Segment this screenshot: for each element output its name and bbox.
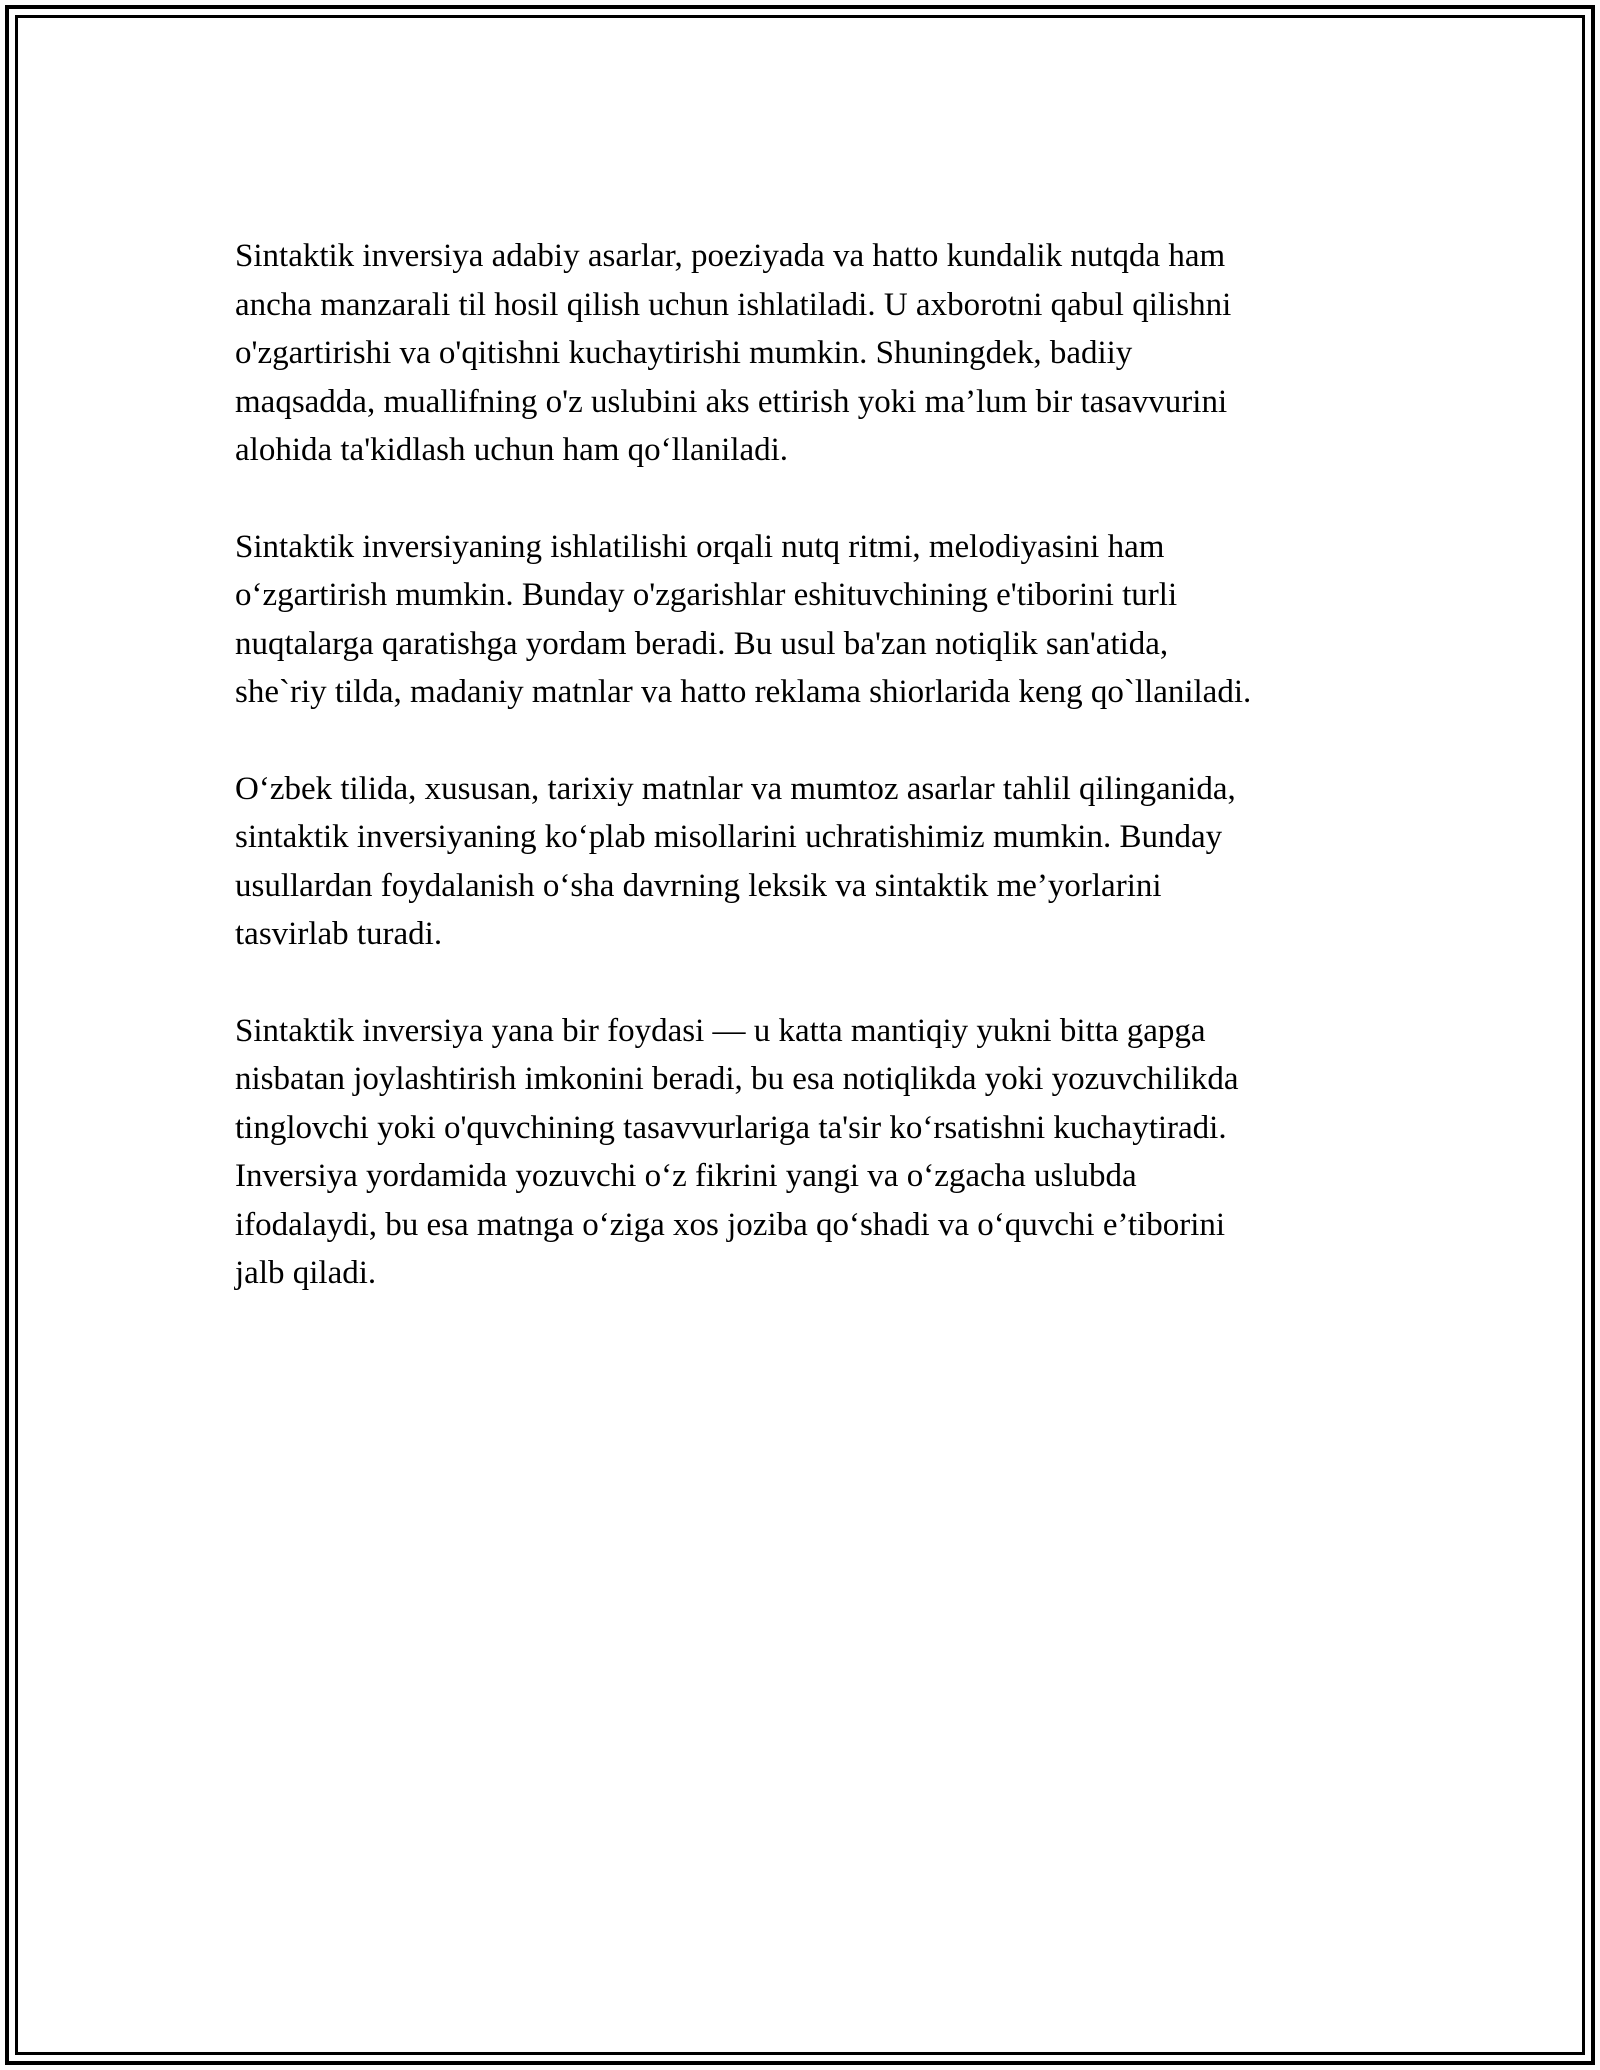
paragraph-2: [235, 523, 1385, 717]
paragraph-line: nisbatan joylashtirish imkonini beradi, bu esa notiqlikda yoki yozuvchilikda: [235, 1061, 1239, 1097]
paragraph-line: tasvirlab turadi.: [235, 916, 443, 952]
paragraph-line: O‘zbek tilida, xususan, tarixiy matnlar va mumtoz asarlar tahlil qilinganida,: [235, 770, 1236, 807]
paragraph-line: nuqtalarga qaratishga yordam beradi. Bu usul ba'zan notiqlik san'atida,: [235, 625, 1169, 662]
paragraph-line: Sintaktik inversiya yana bir foydasi — u katta mantiqiy yukni bitta gapga: [235, 1012, 1206, 1049]
document-body: [235, 232, 1385, 1346]
paragraph-line: tinglovchi yoki o'quvchining tasavvurlariga ta'sir ko‘rsatishni kuchaytiradi.: [235, 1109, 1227, 1146]
paragraph-line: maqsadda, muallifning o'z uslubini aks ettirish yoki ma’lum bir tasavvurini: [235, 383, 1228, 420]
paragraph-line: jalb qiladi.: [235, 1255, 377, 1291]
paragraph-line: usullardan foydalanish o‘sha davrning leksik va sintaktik me’yorlarini: [235, 867, 1162, 904]
paragraph-line: o‘zgartirish mumkin. Bunday o'zgarishlar eshituvchining e'tiborini turli: [235, 577, 1178, 613]
paragraph-line: alohida ta'kidlash uchun ham qo‘llaniladi.: [235, 432, 789, 468]
paragraph-4: [235, 1007, 1385, 1298]
paragraph-line: Sintaktik inversiya adabiy asarlar, poeziyada va hatto kundalik nutqda ham: [235, 238, 1226, 274]
paragraph-line: she`riy tilda, madaniy matnlar va hatto reklama shiorlarida keng qo`llaniladi.: [235, 674, 1252, 710]
paragraph-3: [235, 765, 1385, 959]
paragraph-line: ancha manzarali til hosil qilish uchun ishlatiladi. U axborotni qabul qilishni: [235, 286, 1232, 323]
paragraph-line: o'zgartirishi va o'qitishni kuchaytirishi mumkin. Shuningdek, badiiy: [235, 335, 1133, 371]
paragraph-line: sintaktik inversiyaning ko‘plab misollarini uchratishimiz mumkin. Bunday: [235, 819, 1223, 855]
paragraph-line: Inversiya yordamida yozuvchi o‘z fikrini yangi va o‘zgacha uslubda: [235, 1158, 1137, 1194]
paragraph-1: [235, 232, 1385, 475]
paragraph-line: ifodalaydi, bu esa matnga o‘ziga xos joziba qo‘shadi va o‘quvchi e’tiborini: [235, 1206, 1226, 1243]
paragraph-line: Sintaktik inversiyaning ishlatilishi orqali nutq ritmi, melodiyasini ham: [235, 528, 1165, 565]
